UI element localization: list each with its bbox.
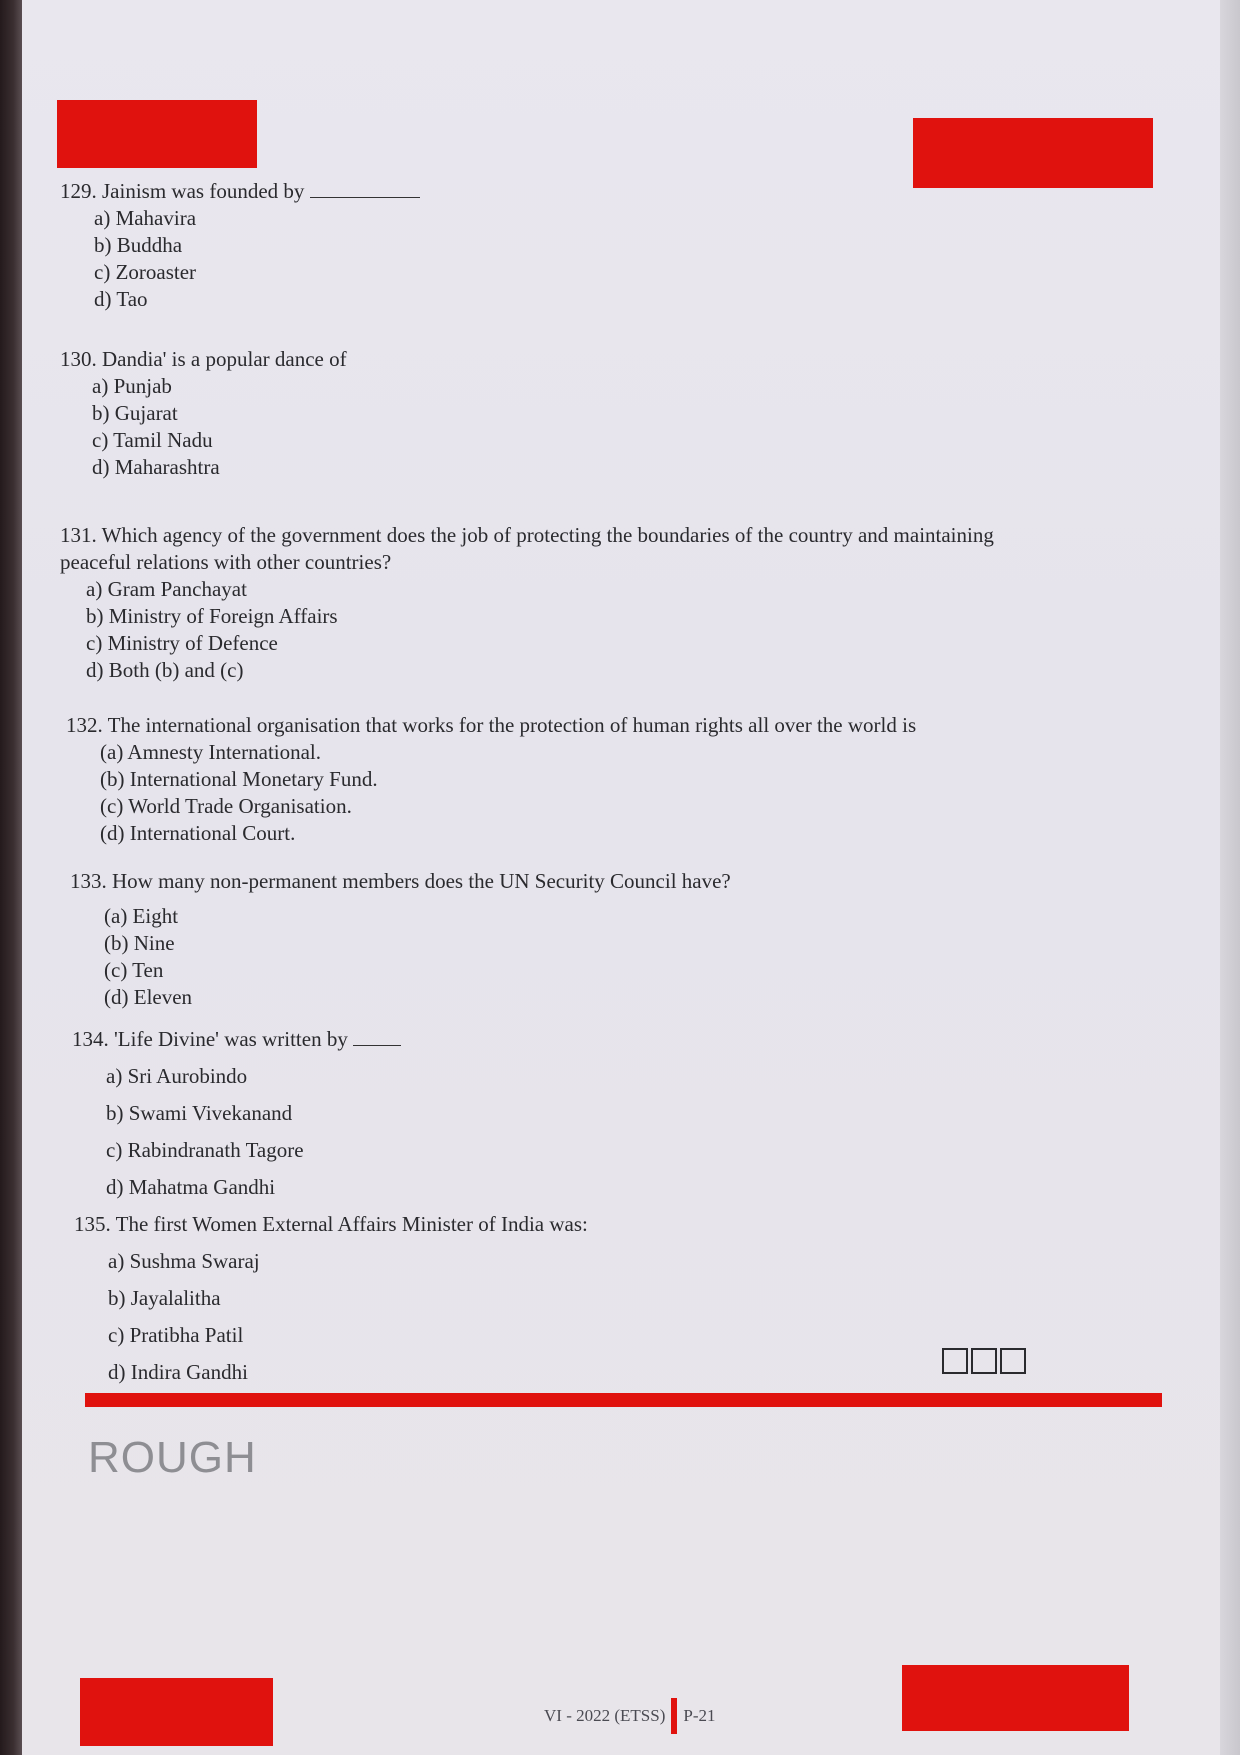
option: a) Sushma Swaraj bbox=[108, 1249, 260, 1273]
square-box bbox=[1000, 1348, 1026, 1374]
question-129 bbox=[60, 178, 420, 313]
page-shadow-right bbox=[1220, 0, 1240, 1755]
redaction-block-top-left bbox=[57, 100, 257, 168]
option: d) Both (b) and (c) bbox=[86, 658, 244, 682]
option: a) Punjab bbox=[92, 374, 172, 398]
question-text: 134. 'Life Divine' was written by bbox=[72, 1021, 401, 1058]
option: (d) Eleven bbox=[104, 985, 193, 1009]
option: b) Ministry of Foreign Affairs bbox=[86, 604, 338, 628]
question-text: 129. Jainism was founded by bbox=[60, 178, 420, 205]
option: d) Indira Gandhi bbox=[108, 1360, 248, 1384]
option: b) Buddha bbox=[94, 233, 183, 257]
option: c) Ministry of Defence bbox=[86, 631, 278, 655]
option: (c) World Trade Organisation. bbox=[100, 794, 352, 818]
square-box bbox=[971, 1348, 997, 1374]
option: (a) Eight bbox=[104, 904, 179, 928]
redaction-block-bottom-left bbox=[80, 1678, 273, 1746]
question-131 bbox=[60, 522, 994, 684]
option: d) Mahatma Gandhi bbox=[106, 1175, 276, 1199]
option: (b) International Monetary Fund. bbox=[100, 767, 378, 791]
question-text: 132. The international organisation that works for the protection of human rights all over the world is bbox=[66, 713, 917, 737]
exam-page bbox=[20, 0, 1220, 1755]
option: d) Maharashtra bbox=[92, 455, 220, 479]
redaction-block-top-right bbox=[913, 118, 1153, 188]
option: d) Tao bbox=[94, 287, 148, 311]
option: b) Swami Vivekanand bbox=[106, 1101, 293, 1125]
question-130 bbox=[60, 346, 347, 481]
question-text-line1: 131. Which agency of the government does the job of protecting the boundaries of the country and maintaining bbox=[60, 523, 994, 547]
question-text: 133. How many non-permanent members does the UN Security Council have? bbox=[70, 869, 731, 893]
redaction-block-bottom-right bbox=[902, 1665, 1129, 1731]
paper-code: VI - 2022 (ETSS) bbox=[544, 1706, 666, 1725]
page-number: P-21 bbox=[683, 1706, 716, 1725]
footer-divider bbox=[671, 1698, 677, 1734]
option: (b) Nine bbox=[104, 931, 175, 955]
option: b) Jayalalitha bbox=[108, 1286, 221, 1310]
question-134 bbox=[72, 1021, 401, 1206]
answer-blank bbox=[353, 1045, 401, 1046]
option: c) Rabindranath Tagore bbox=[106, 1138, 304, 1162]
question-text: 135. The first Women External Affairs Minister of India was: bbox=[74, 1212, 588, 1236]
question-133 bbox=[70, 868, 731, 1011]
decorative-boxes bbox=[942, 1348, 1026, 1374]
option: (c) Ten bbox=[104, 958, 164, 982]
option: b) Gujarat bbox=[92, 401, 178, 425]
question-135 bbox=[74, 1206, 588, 1391]
option: (a) Amnesty International. bbox=[100, 740, 322, 764]
option: c) Zoroaster bbox=[94, 260, 197, 284]
square-box bbox=[942, 1348, 968, 1374]
section-divider bbox=[85, 1393, 1162, 1407]
question-text: 130. Dandia' is a popular dance of bbox=[60, 347, 347, 371]
question-132 bbox=[66, 712, 916, 847]
page-shadow-left bbox=[0, 0, 22, 1755]
option: a) Sri Aurobindo bbox=[106, 1064, 248, 1088]
option: a) Mahavira bbox=[94, 206, 197, 230]
page-footer bbox=[544, 1698, 715, 1734]
answer-blank bbox=[310, 197, 420, 198]
option: a) Gram Panchayat bbox=[86, 577, 247, 601]
question-text-line2: peaceful relations with other countries? bbox=[60, 550, 392, 574]
option: c) Tamil Nadu bbox=[92, 428, 213, 452]
option: c) Pratibha Patil bbox=[108, 1323, 244, 1347]
rough-work-heading: ROUGH bbox=[88, 1433, 257, 1482]
option: (d) International Court. bbox=[100, 821, 296, 845]
